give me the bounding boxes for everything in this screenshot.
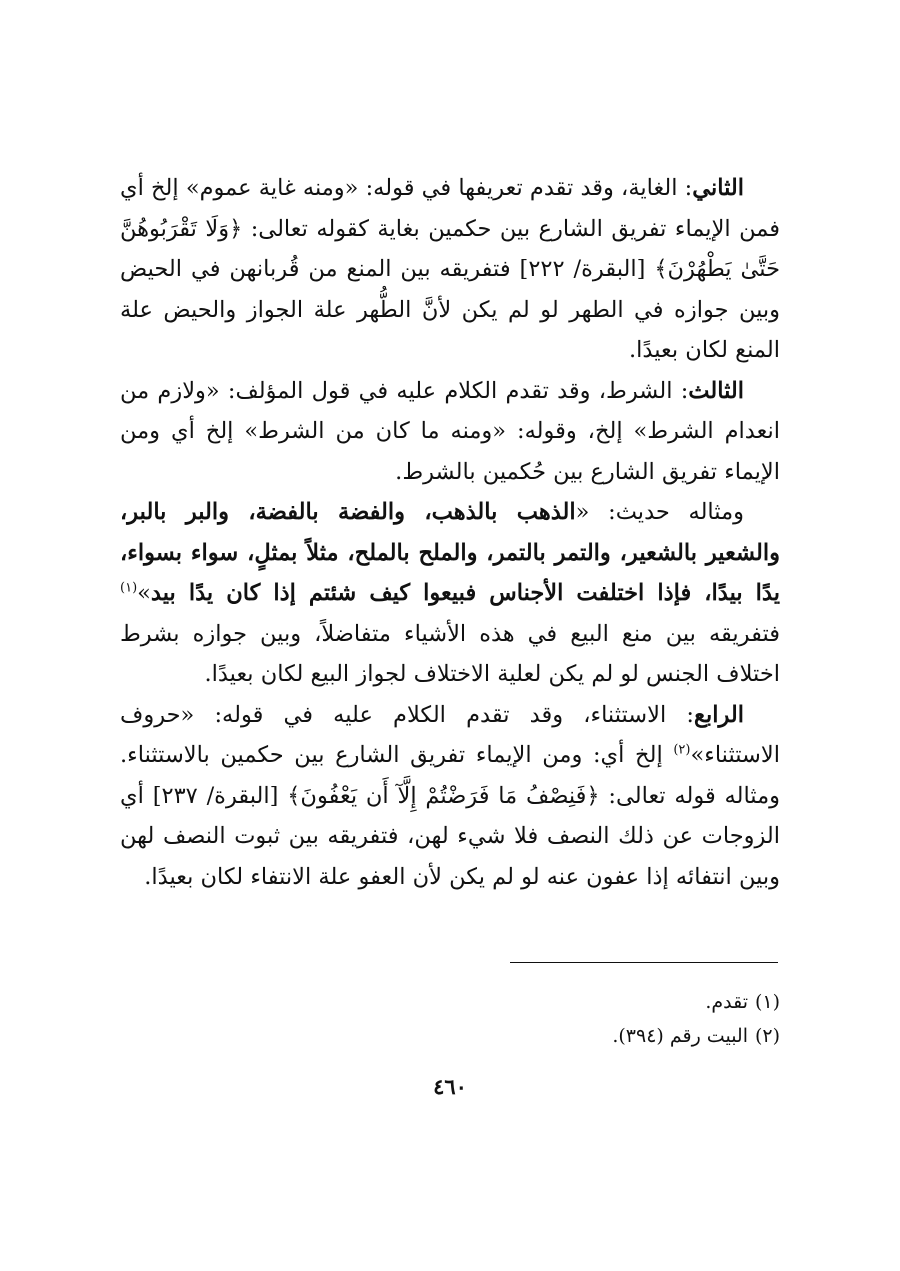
paragraph-fourth — [120, 695, 780, 898]
hadith-intro: ومثاله حديث: « — [575, 499, 744, 525]
paragraph-heading: الثاني — [692, 175, 744, 201]
paragraph-body: : الشرط، وقد تقدم الكلام عليه في قول المؤلف: «ولازم من انعدام الشرط» إلخ، وقوله: «ومنه ما كان من الشرط» إلخ أي ومن الإيماء تفريق الشارع بين حُكمين بالشرط. — [120, 377, 780, 485]
paragraph-body: : الغاية، وقد تقدم تعريفها في قوله: «ومنه غاية عموم» إلخ أي فمن الإيماء تفريق الشارع بين حكمين بغاية كقوله تعالى: ﴿وَلَا تَقْرَبُوهُنَّ حَتَّىٰ يَطْهُرْنَ﴾ [البقرة/ ٢٢٢] فتفريقه بين المنع من قُربانهن في الحيض وبين جوازه في الطهر لو لم يكن لأنَّ الطُّهر علة الجواز والحيض علة المنع لكان بعيدًا. — [120, 175, 780, 363]
paragraph-second — [120, 168, 780, 371]
footnote-text: تقدم. — [705, 991, 748, 1013]
footnote-number: (١) — [754, 991, 780, 1013]
paragraph-third — [120, 371, 780, 493]
paragraph-heading: الرابع — [693, 701, 744, 728]
paragraph-hadith — [120, 492, 780, 695]
page-number: ٤٦٠ — [433, 1074, 467, 1099]
quote-close: » — [137, 580, 151, 606]
footnote-marker-1: (١) — [120, 580, 138, 596]
paragraph-body: فتفريقه بين منع البيع في هذه الأشياء متفاضلاً، وبين جوازه بشرط اختلاف الجنس لو لم يكن لعلية الاختلاف لجواز البيع لكان بعيدًا. — [120, 620, 780, 687]
footnotes — [120, 985, 780, 1053]
footnote-divider — [510, 962, 778, 963]
paragraph-body-continued: إلخ أي: ومن الإيماء تفريق الشارع بين حكمين بالاستثناء. ومثاله قوله تعالى: ﴿فَنِصْفُ مَا فَرَضْتُمْ إِلَّآ أَن يَعْفُونَ﴾ [البقرة/ ٢٣٧] أي الزوجات عن ذلك النصف فلا شيء لهن، فتفريقه بين ثبوت النصف لهن وبين انتفائه إذا عفون عنه لو لم يكن لأن العفو علة الانتفاء لكان بعيدًا. — [120, 742, 781, 890]
paragraph-heading: الثالث — [688, 377, 744, 404]
footnote-1 — [120, 985, 780, 1019]
footnote-text: البيت رقم (٣٩٤). — [612, 1025, 748, 1047]
main-text — [120, 168, 780, 897]
footnote-2 — [120, 1019, 780, 1053]
footnote-number: (٢) — [754, 1025, 780, 1047]
hadith-text: الذهب بالذهب، والفضة بالفضة، والبر بالبر، والشعير بالشعير، والتمر بالتمر، والملح بالملح، مثلاً بمثلٍ، سواء بسواء، يدًا بيدًا، فإذا اختلفت الأجناس فبيعوا كيف شئتم إذا كان يدًا بيد — [120, 499, 780, 606]
paragraph-body: : الاستثناء، وقد تقدم الكلام عليه في قوله: «حروف الاستثناء» — [120, 701, 780, 768]
footnote-marker-2: (٢) — [673, 742, 691, 758]
